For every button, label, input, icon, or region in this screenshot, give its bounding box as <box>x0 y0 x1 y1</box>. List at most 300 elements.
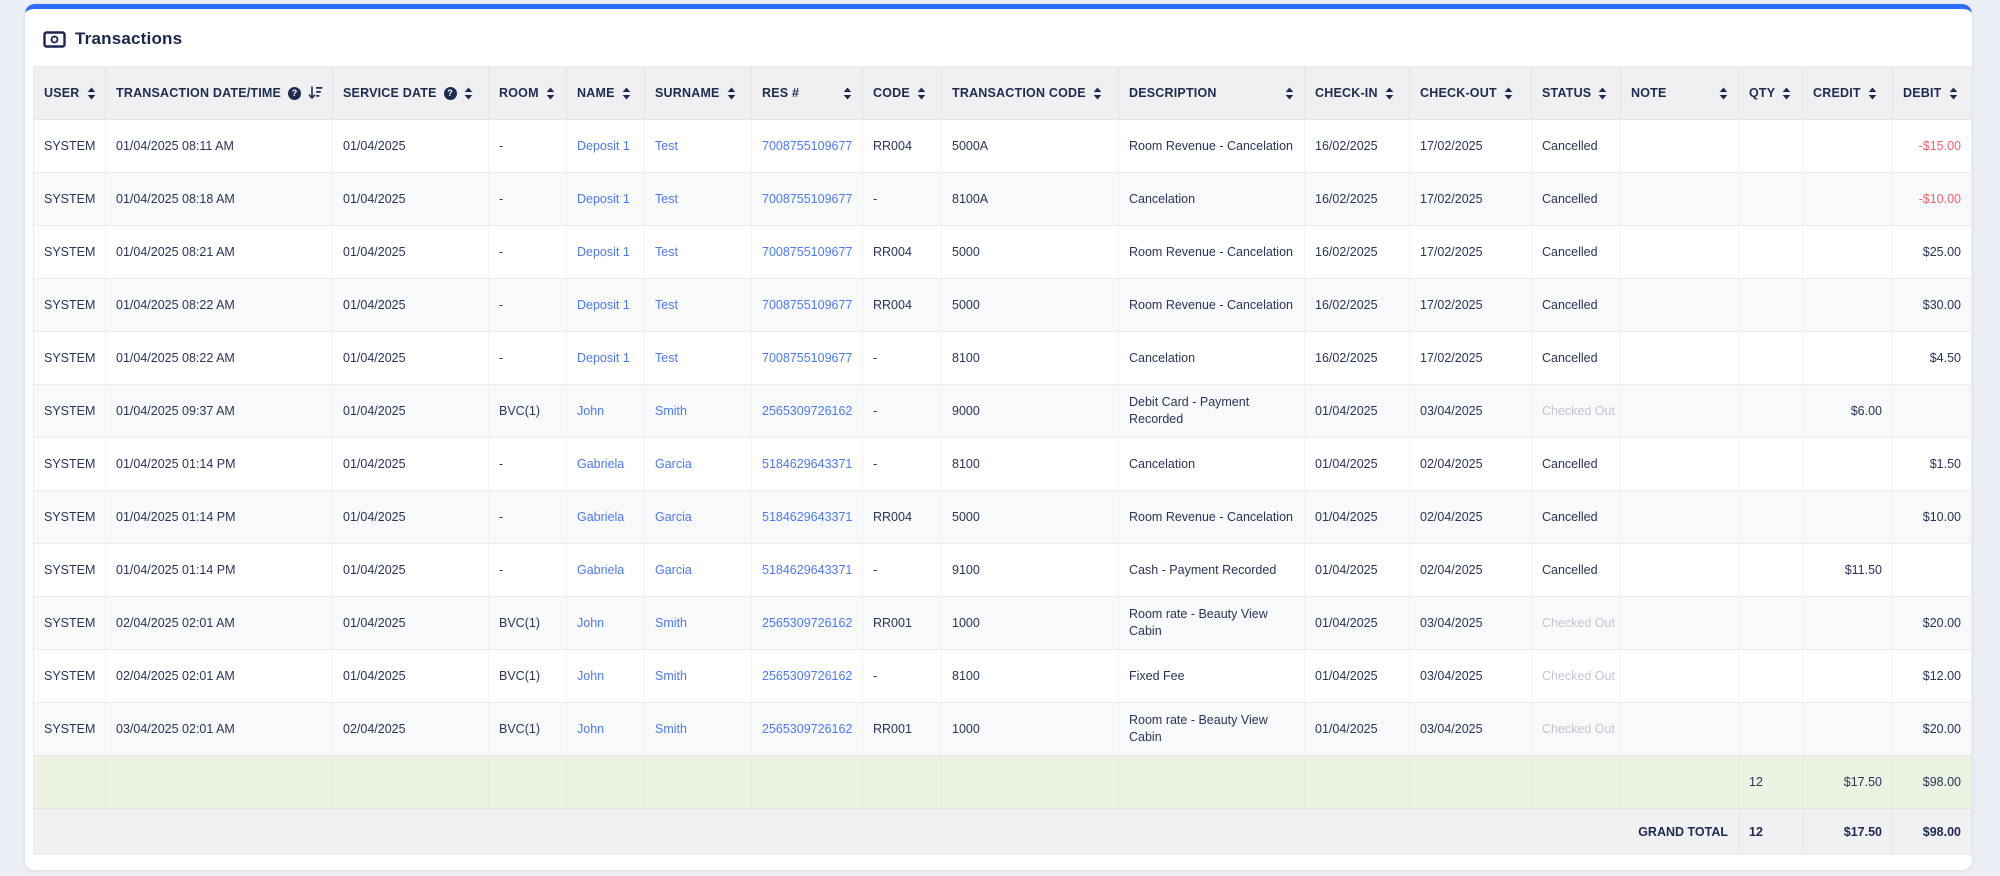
column-label-checkin: CHECK-IN <box>1315 86 1378 100</box>
sort-up-down-icon[interactable] <box>1949 87 1958 100</box>
cell-status: Checked Out <box>1532 597 1621 650</box>
column-header-status[interactable] <box>1532 67 1621 120</box>
name-link[interactable]: John <box>577 722 605 736</box>
cell-note <box>1621 332 1739 385</box>
cell-res <box>752 279 863 332</box>
cell-checkout: 17/02/2025 <box>1410 226 1532 279</box>
table-row <box>34 226 1972 279</box>
cell-servicedate: 02/04/2025 <box>333 703 489 756</box>
res-link[interactable]: 5184629643371 <box>762 510 853 524</box>
column-label-credit: CREDIT <box>1813 86 1861 100</box>
surname-link[interactable]: Smith <box>655 669 687 683</box>
cell-credit <box>1803 438 1893 491</box>
cell-txdatetime: 01/04/2025 01:14 PM <box>106 491 333 544</box>
surname-link[interactable]: Test <box>655 139 678 153</box>
header-row <box>34 67 1972 120</box>
column-header-txdatetime[interactable] <box>106 67 333 120</box>
cell-room: - <box>489 544 567 597</box>
name-link[interactable]: John <box>577 669 605 683</box>
cell-user: SYSTEM <box>34 703 106 756</box>
column-header-description[interactable] <box>1119 67 1305 120</box>
cell-debit: $4.50 <box>1893 332 1972 385</box>
cell-description: Cash - Payment Recorded <box>1119 544 1305 597</box>
cell-note <box>1621 279 1739 332</box>
sort-up-down-icon[interactable] <box>843 87 852 100</box>
cell-servicedate: 01/04/2025 <box>333 650 489 703</box>
cell-surname <box>645 385 752 438</box>
cell-checkin: 16/02/2025 <box>1305 279 1410 332</box>
cell-txdatetime: 01/04/2025 01:14 PM <box>106 438 333 491</box>
cell-debit <box>1893 385 1972 438</box>
sort-up-down-icon[interactable] <box>622 87 631 100</box>
name-link[interactable]: Gabriela <box>577 457 625 471</box>
cell-description: Cancelation <box>1119 438 1305 491</box>
cell-res <box>752 597 863 650</box>
cell-code: - <box>863 173 942 226</box>
cell-servicedate: 01/04/2025 <box>333 120 489 173</box>
cell-user: SYSTEM <box>34 491 106 544</box>
cell-status: Cancelled <box>1532 438 1621 491</box>
cell-name <box>567 597 645 650</box>
cell-checkin: 01/04/2025 <box>1305 650 1410 703</box>
summary-cell-checkout <box>1410 756 1532 809</box>
column-header-txcode[interactable] <box>942 67 1119 120</box>
sort-descending-icon[interactable] <box>308 86 323 100</box>
sort-up-down-icon[interactable] <box>1093 87 1102 100</box>
page-title: Transactions <box>75 29 183 48</box>
column-header-code[interactable] <box>863 67 942 120</box>
cell-servicedate: 01/04/2025 <box>333 438 489 491</box>
sort-up-down-icon[interactable] <box>727 87 736 100</box>
cell-checkin: 16/02/2025 <box>1305 226 1410 279</box>
table-row <box>34 491 1972 544</box>
cell-room: - <box>489 438 567 491</box>
cell-code: RR004 <box>863 491 942 544</box>
cell-description: Cancelation <box>1119 332 1305 385</box>
cell-surname <box>645 226 752 279</box>
cell-qty <box>1739 332 1803 385</box>
sort-up-down-icon[interactable] <box>1782 87 1791 100</box>
column-header-surname[interactable] <box>645 67 752 120</box>
surname-link[interactable]: Test <box>655 192 678 206</box>
cell-user: SYSTEM <box>34 279 106 332</box>
cell-credit <box>1803 226 1893 279</box>
cell-status: Cancelled <box>1532 120 1621 173</box>
name-link[interactable]: Gabriela <box>577 563 625 577</box>
column-header-room[interactable] <box>489 67 567 120</box>
cell-name <box>567 226 645 279</box>
name-link[interactable]: Deposit 1 <box>577 298 630 312</box>
cell-checkout: 02/04/2025 <box>1410 438 1532 491</box>
cell-room: BVC(1) <box>489 703 567 756</box>
cell-servicedate: 01/04/2025 <box>333 173 489 226</box>
cell-qty <box>1739 226 1803 279</box>
cell-credit <box>1803 120 1893 173</box>
res-link[interactable]: 2565309726162 <box>762 404 853 418</box>
column-header-name[interactable] <box>567 67 645 120</box>
table-row <box>34 438 1972 491</box>
cell-qty <box>1739 173 1803 226</box>
cell-txcode: 5000 <box>942 226 1119 279</box>
sort-up-down-icon[interactable] <box>1868 87 1877 100</box>
cell-credit <box>1803 173 1893 226</box>
cell-qty <box>1739 544 1803 597</box>
cell-qty <box>1739 703 1803 756</box>
sort-up-down-icon[interactable] <box>464 87 473 100</box>
cell-debit: $30.00 <box>1893 279 1972 332</box>
cell-txdatetime: 01/04/2025 09:37 AM <box>106 385 333 438</box>
res-link[interactable]: 2565309726162 <box>762 616 853 630</box>
cell-debit: $12.00 <box>1893 650 1972 703</box>
cell-debit: -$10.00 <box>1893 173 1972 226</box>
surname-link[interactable]: Smith <box>655 616 687 630</box>
cell-user: SYSTEM <box>34 226 106 279</box>
cell-note <box>1621 438 1739 491</box>
cell-txcode: 8100 <box>942 650 1119 703</box>
cell-txdatetime: 01/04/2025 08:18 AM <box>106 173 333 226</box>
cell-txcode: 9000 <box>942 385 1119 438</box>
surname-link[interactable]: Test <box>655 245 678 259</box>
cell-name <box>567 650 645 703</box>
cell-checkin: 16/02/2025 <box>1305 120 1410 173</box>
cell-checkin: 01/04/2025 <box>1305 491 1410 544</box>
cell-txdatetime: 03/04/2025 02:01 AM <box>106 703 333 756</box>
cell-qty <box>1739 385 1803 438</box>
cell-code: RR004 <box>863 120 942 173</box>
cell-res <box>752 438 863 491</box>
cell-checkin: 01/04/2025 <box>1305 385 1410 438</box>
cell-servicedate: 01/04/2025 <box>333 385 489 438</box>
cell-room: - <box>489 279 567 332</box>
cell-surname <box>645 173 752 226</box>
name-link[interactable]: John <box>577 404 605 418</box>
column-header-checkout[interactable] <box>1410 67 1532 120</box>
cell-checkin: 16/02/2025 <box>1305 173 1410 226</box>
grand-total-qty: 12 <box>1739 809 1803 855</box>
cell-status: Cancelled <box>1532 491 1621 544</box>
cell-surname <box>645 438 752 491</box>
cell-servicedate: 01/04/2025 <box>333 226 489 279</box>
cell-res <box>752 385 863 438</box>
cell-res <box>752 173 863 226</box>
summary-cell-code <box>863 756 942 809</box>
cell-description: Room rate - Beauty View Cabin <box>1119 703 1305 756</box>
question-circle-icon[interactable]: ? <box>288 87 301 100</box>
cell-res <box>752 544 863 597</box>
summary-cell-description <box>1119 756 1305 809</box>
question-circle-icon[interactable]: ? <box>444 87 457 100</box>
cell-user: SYSTEM <box>34 385 106 438</box>
table-row <box>34 120 1972 173</box>
cell-user: SYSTEM <box>34 544 106 597</box>
cell-credit <box>1803 703 1893 756</box>
cell-status: Cancelled <box>1532 173 1621 226</box>
cell-description: Room Revenue - Cancelation <box>1119 491 1305 544</box>
cell-room: BVC(1) <box>489 650 567 703</box>
cell-code: RR004 <box>863 226 942 279</box>
grand-total-label: GRAND TOTAL <box>34 809 1739 855</box>
table-row <box>34 173 1972 226</box>
summary-cell-surname <box>645 756 752 809</box>
card-title-row <box>43 29 1964 49</box>
sort-up-down-icon[interactable] <box>1504 87 1513 100</box>
cell-name <box>567 544 645 597</box>
res-link[interactable]: 7008755109677 <box>762 351 853 365</box>
cell-debit <box>1893 544 1972 597</box>
cell-code: - <box>863 438 942 491</box>
cell-note <box>1621 385 1739 438</box>
cell-room: - <box>489 173 567 226</box>
summary-cell-txdatetime <box>106 756 333 809</box>
cell-checkout: 17/02/2025 <box>1410 120 1532 173</box>
column-label-code: CODE <box>873 86 910 100</box>
cell-credit <box>1803 597 1893 650</box>
column-header-checkin[interactable] <box>1305 67 1410 120</box>
table-head <box>34 67 1972 120</box>
summary-cell-checkin <box>1305 756 1410 809</box>
cell-qty <box>1739 279 1803 332</box>
sort-up-down-icon[interactable] <box>546 87 555 100</box>
cell-credit <box>1803 332 1893 385</box>
column-header-res[interactable] <box>752 67 863 120</box>
cell-txcode: 1000 <box>942 597 1119 650</box>
cell-debit: -$15.00 <box>1893 120 1972 173</box>
cell-qty <box>1739 491 1803 544</box>
column-label-surname: SURNAME <box>655 86 720 100</box>
cell-note <box>1621 650 1739 703</box>
table-row <box>34 385 1972 438</box>
cell-note <box>1621 703 1739 756</box>
cell-servicedate: 01/04/2025 <box>333 597 489 650</box>
cell-status: Checked Out <box>1532 703 1621 756</box>
cell-credit: $11.50 <box>1803 544 1893 597</box>
cell-debit: $1.50 <box>1893 438 1972 491</box>
table-row <box>34 703 1972 756</box>
column-label-description: DESCRIPTION <box>1129 86 1217 100</box>
sort-up-down-icon[interactable] <box>87 87 96 100</box>
cell-room: - <box>489 120 567 173</box>
name-link[interactable]: Deposit 1 <box>577 192 630 206</box>
table-body <box>34 120 1972 756</box>
cell-checkout: 02/04/2025 <box>1410 544 1532 597</box>
cell-status: Cancelled <box>1532 332 1621 385</box>
cell-name <box>567 173 645 226</box>
cell-txdatetime: 01/04/2025 01:14 PM <box>106 544 333 597</box>
cell-note <box>1621 120 1739 173</box>
sort-up-down-icon[interactable] <box>1719 87 1728 100</box>
column-header-servicedate[interactable] <box>333 67 489 120</box>
surname-link[interactable]: Test <box>655 351 678 365</box>
surname-link[interactable]: Test <box>655 298 678 312</box>
cell-qty <box>1739 650 1803 703</box>
res-link[interactable]: 5184629643371 <box>762 563 853 577</box>
cell-qty <box>1739 438 1803 491</box>
cell-res <box>752 491 863 544</box>
table-row <box>34 279 1972 332</box>
cell-description: Room Revenue - Cancelation <box>1119 226 1305 279</box>
cell-room: - <box>489 332 567 385</box>
cell-servicedate: 01/04/2025 <box>333 332 489 385</box>
name-link[interactable]: Deposit 1 <box>577 139 630 153</box>
cell-surname <box>645 544 752 597</box>
cell-checkout: 02/04/2025 <box>1410 491 1532 544</box>
cell-room: BVC(1) <box>489 385 567 438</box>
cell-user: SYSTEM <box>34 650 106 703</box>
cell-checkin: 16/02/2025 <box>1305 332 1410 385</box>
cell-surname <box>645 491 752 544</box>
cell-user: SYSTEM <box>34 332 106 385</box>
transactions-card <box>25 4 1972 870</box>
cell-status: Cancelled <box>1532 226 1621 279</box>
cell-res <box>752 120 863 173</box>
summary-cell-credit: $17.50 <box>1803 756 1893 809</box>
cell-note <box>1621 226 1739 279</box>
cell-checkin: 01/04/2025 <box>1305 703 1410 756</box>
cell-txcode: 8100A <box>942 173 1119 226</box>
summary-cell-res <box>752 756 863 809</box>
res-link[interactable]: 2565309726162 <box>762 669 853 683</box>
grand-total-credit: $17.50 <box>1803 809 1893 855</box>
cell-description: Room Revenue - Cancelation <box>1119 120 1305 173</box>
cell-debit: $25.00 <box>1893 226 1972 279</box>
sort-up-down-icon[interactable] <box>1285 87 1294 100</box>
banknote-icon <box>43 31 66 48</box>
cell-credit <box>1803 491 1893 544</box>
cell-user: SYSTEM <box>34 438 106 491</box>
surname-link[interactable]: Garcia <box>655 457 692 471</box>
summary-cell-qty: 12 <box>1739 756 1803 809</box>
cell-name <box>567 279 645 332</box>
cell-user: SYSTEM <box>34 173 106 226</box>
sort-up-down-icon[interactable] <box>1598 87 1607 100</box>
cell-txdatetime: 01/04/2025 08:22 AM <box>106 279 333 332</box>
column-header-note[interactable] <box>1621 67 1739 120</box>
cell-credit <box>1803 650 1893 703</box>
column-label-name: NAME <box>577 86 615 100</box>
name-link[interactable]: Deposit 1 <box>577 351 630 365</box>
res-link[interactable]: 7008755109677 <box>762 139 853 153</box>
cell-note <box>1621 173 1739 226</box>
cell-txcode: 5000 <box>942 491 1119 544</box>
cell-txcode: 1000 <box>942 703 1119 756</box>
res-link[interactable]: 5184629643371 <box>762 457 853 471</box>
summary-cell-user <box>34 756 106 809</box>
cell-servicedate: 01/04/2025 <box>333 279 489 332</box>
surname-link[interactable]: Garcia <box>655 510 692 524</box>
sort-up-down-icon[interactable] <box>1385 87 1394 100</box>
sort-up-down-icon[interactable] <box>917 87 926 100</box>
res-link[interactable]: 7008755109677 <box>762 192 853 206</box>
table-foot <box>34 756 1972 855</box>
column-header-debit[interactable] <box>1893 67 1972 120</box>
cell-txcode: 8100 <box>942 438 1119 491</box>
cell-txcode: 9100 <box>942 544 1119 597</box>
table-row <box>34 650 1972 703</box>
cell-surname <box>645 650 752 703</box>
column-header-user[interactable] <box>34 67 106 120</box>
cell-name <box>567 703 645 756</box>
cell-res <box>752 332 863 385</box>
cell-checkin: 01/04/2025 <box>1305 597 1410 650</box>
name-link[interactable]: Gabriela <box>577 510 625 524</box>
page-summary-row <box>34 756 1972 809</box>
cell-checkout: 03/04/2025 <box>1410 597 1532 650</box>
column-label-debit: DEBIT <box>1903 86 1942 100</box>
cell-description: Cancelation <box>1119 173 1305 226</box>
surname-link[interactable]: Garcia <box>655 563 692 577</box>
summary-cell-room <box>489 756 567 809</box>
column-label-txdatetime: TRANSACTION DATE/TIME <box>116 86 282 100</box>
transactions-table <box>33 66 1972 855</box>
cell-code: RR004 <box>863 279 942 332</box>
cell-surname <box>645 120 752 173</box>
cell-name <box>567 120 645 173</box>
name-link[interactable]: John <box>577 616 605 630</box>
column-label-room: ROOM <box>499 86 539 100</box>
name-link[interactable]: Deposit 1 <box>577 245 630 259</box>
cell-credit <box>1803 279 1893 332</box>
table-row <box>34 332 1972 385</box>
cell-user: SYSTEM <box>34 120 106 173</box>
surname-link[interactable]: Smith <box>655 722 687 736</box>
column-label-txcode: TRANSACTION CODE <box>952 86 1086 100</box>
cell-code: RR001 <box>863 703 942 756</box>
cell-checkout: 17/02/2025 <box>1410 332 1532 385</box>
table-row <box>34 544 1972 597</box>
cell-status: Checked Out <box>1532 650 1621 703</box>
cell-txdatetime: 02/04/2025 02:01 AM <box>106 597 333 650</box>
column-label-user: USER <box>44 86 80 100</box>
cell-debit: $20.00 <box>1893 703 1972 756</box>
cell-checkout: 03/04/2025 <box>1410 650 1532 703</box>
summary-cell-debit: $98.00 <box>1893 756 1972 809</box>
res-link[interactable]: 7008755109677 <box>762 245 853 259</box>
cell-txcode: 5000A <box>942 120 1119 173</box>
cell-txdatetime: 01/04/2025 08:21 AM <box>106 226 333 279</box>
res-link[interactable]: 2565309726162 <box>762 722 853 736</box>
summary-cell-txcode <box>942 756 1119 809</box>
cell-name <box>567 491 645 544</box>
cell-surname <box>645 332 752 385</box>
cell-status: Cancelled <box>1532 544 1621 597</box>
cell-note <box>1621 597 1739 650</box>
cell-checkout: 17/02/2025 <box>1410 279 1532 332</box>
cell-status: Checked Out <box>1532 385 1621 438</box>
cell-surname <box>645 597 752 650</box>
res-link[interactable]: 7008755109677 <box>762 298 853 312</box>
cell-txcode: 8100 <box>942 332 1119 385</box>
cell-txdatetime: 02/04/2025 02:01 AM <box>106 650 333 703</box>
surname-link[interactable]: Smith <box>655 404 687 418</box>
cell-checkin: 01/04/2025 <box>1305 438 1410 491</box>
cell-checkout: 17/02/2025 <box>1410 173 1532 226</box>
cell-description: Room rate - Beauty View Cabin <box>1119 597 1305 650</box>
cell-surname <box>645 703 752 756</box>
column-label-note: NOTE <box>1631 86 1667 100</box>
summary-cell-status <box>1532 756 1621 809</box>
cell-name <box>567 332 645 385</box>
column-header-qty[interactable] <box>1739 67 1803 120</box>
cell-description: Debit Card - Payment Recorded <box>1119 385 1305 438</box>
cell-txdatetime: 01/04/2025 08:22 AM <box>106 332 333 385</box>
cell-description: Room Revenue - Cancelation <box>1119 279 1305 332</box>
cell-name <box>567 385 645 438</box>
column-header-credit[interactable] <box>1803 67 1893 120</box>
summary-cell-name <box>567 756 645 809</box>
cell-code: - <box>863 332 942 385</box>
cell-description: Fixed Fee <box>1119 650 1305 703</box>
cell-credit: $6.00 <box>1803 385 1893 438</box>
